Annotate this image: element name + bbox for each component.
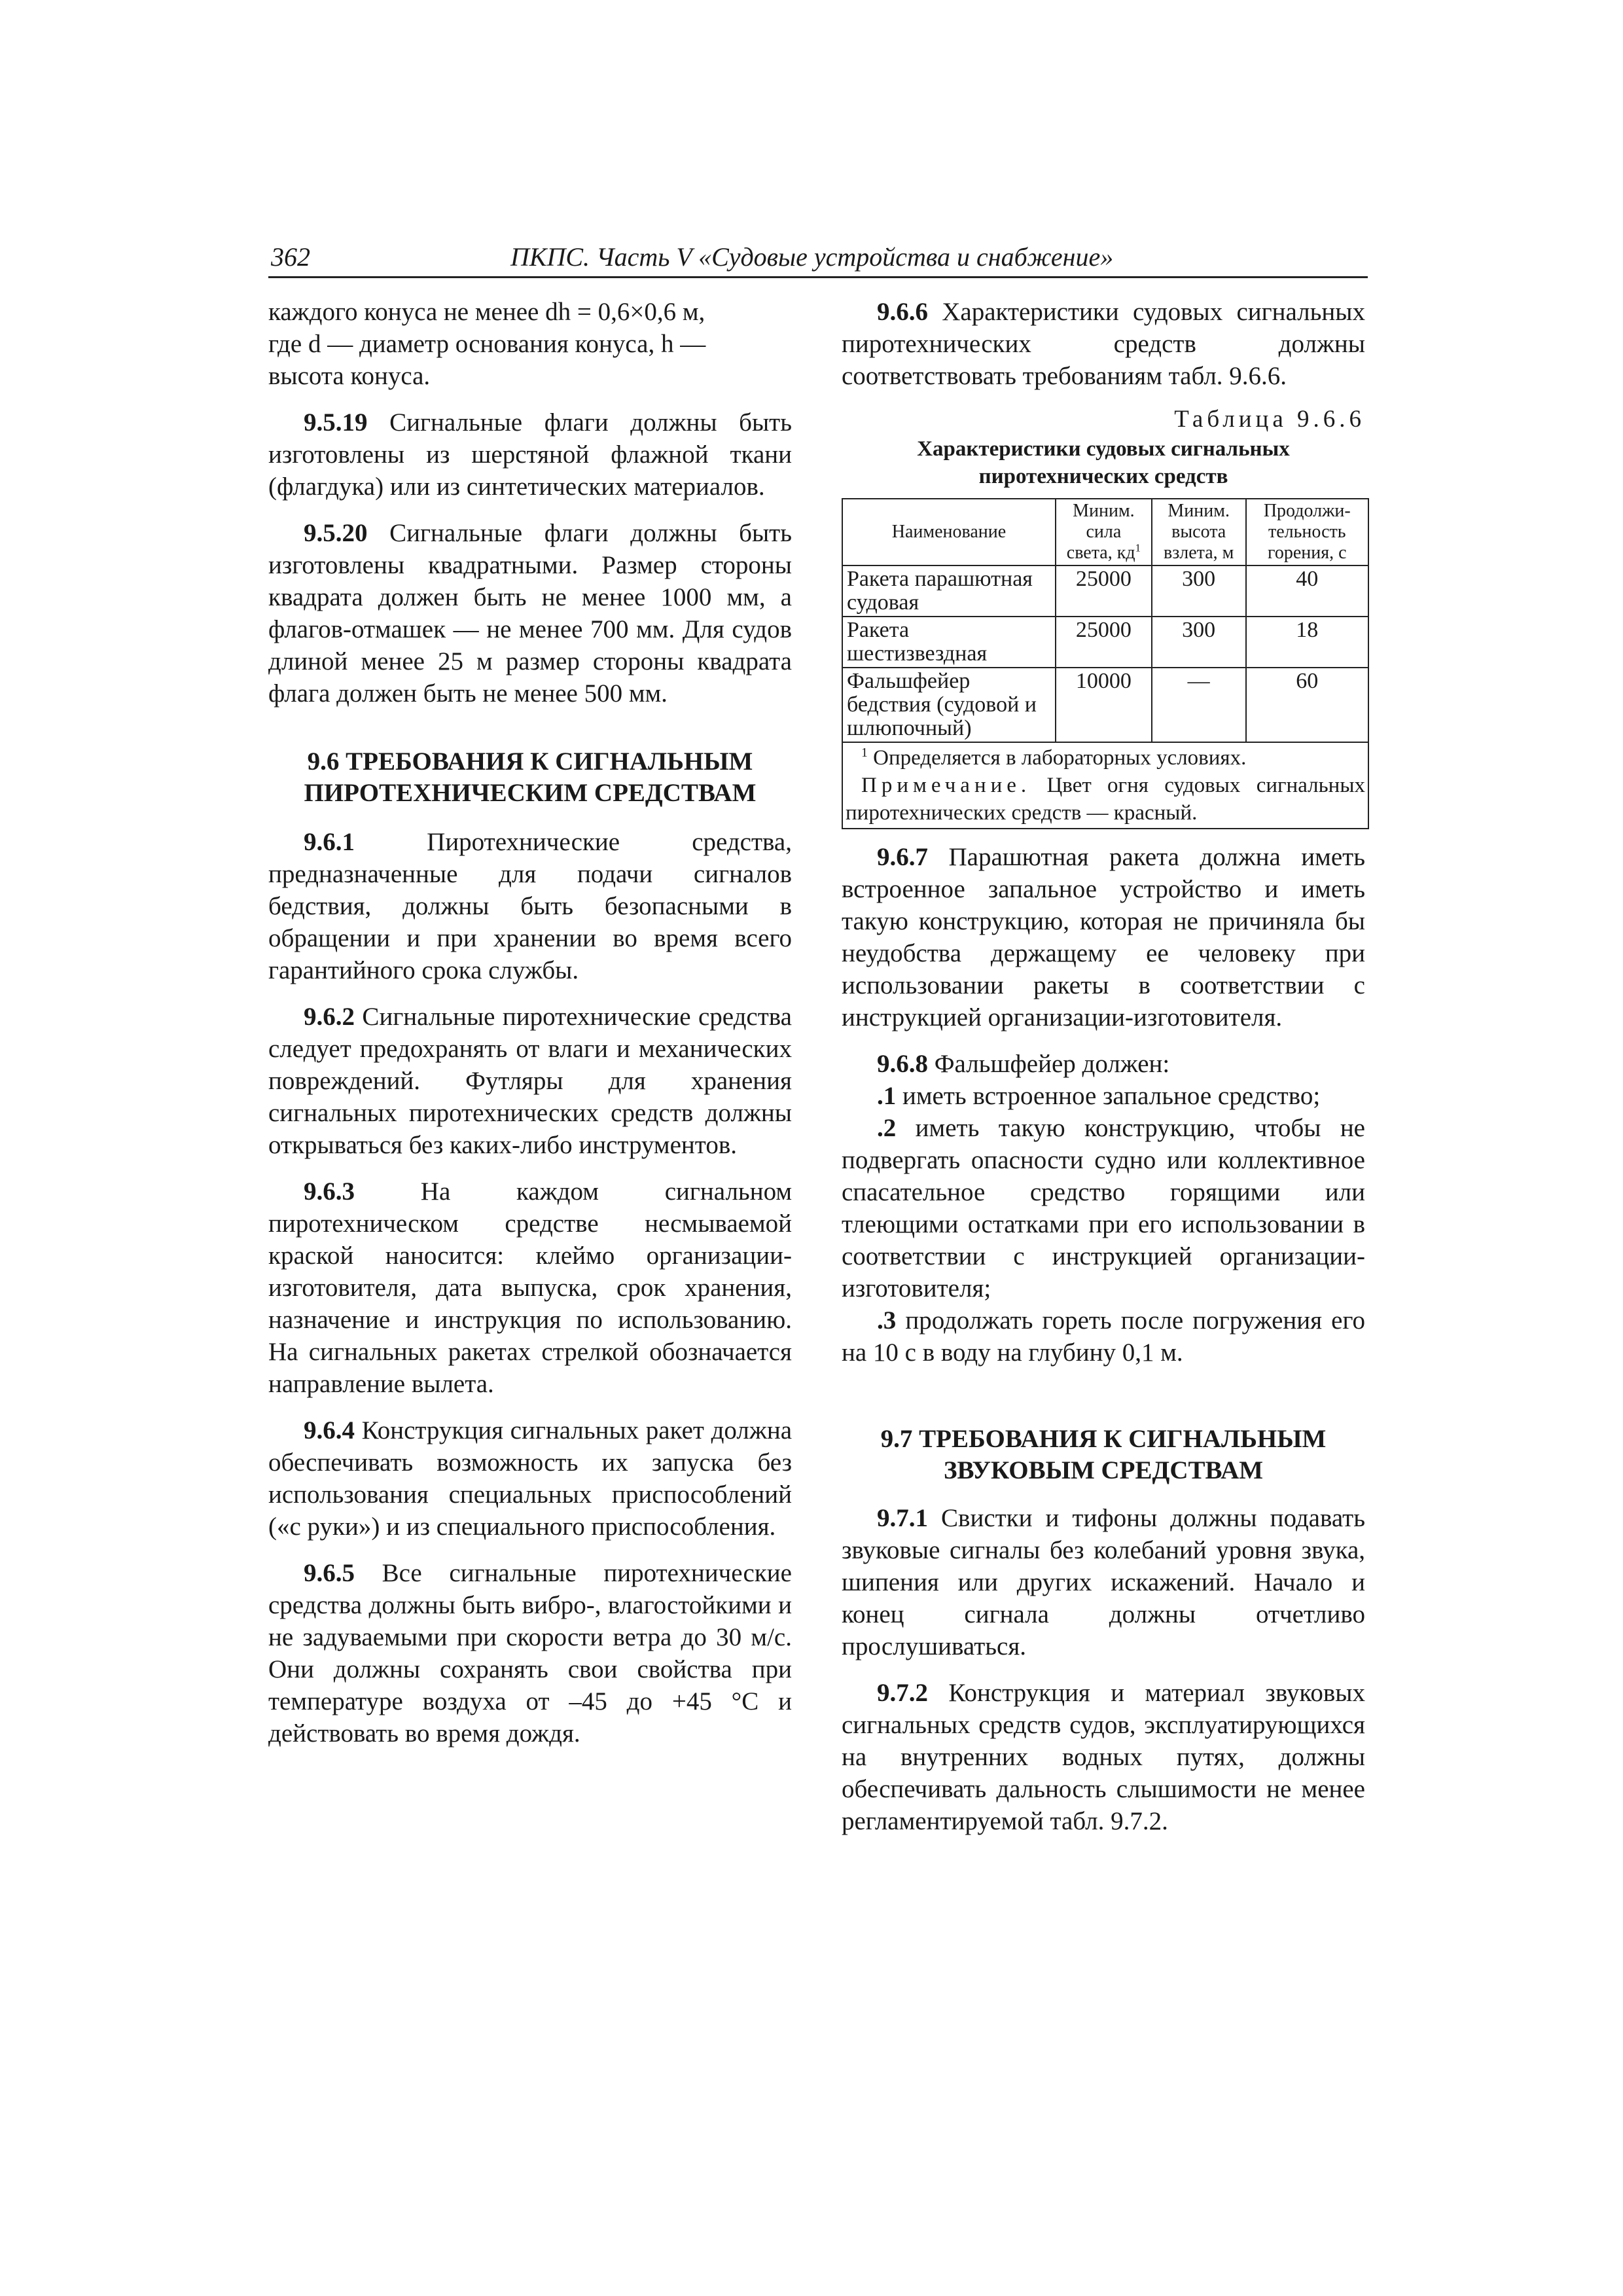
clause-number: 9.5.20 <box>304 519 368 547</box>
row-name: Фальшфейер бедствия (судовой и шлюпочный) <box>842 668 1056 742</box>
paragraph-9-5-20 <box>268 517 792 709</box>
footnote-text: Определяется в лабораторных условиях. <box>867 746 1247 770</box>
clause-number: 9.6.6 <box>877 298 928 326</box>
item-number: .3 <box>877 1306 897 1335</box>
header-name-label: Наименование <box>891 522 1007 542</box>
header-light-l2: сила <box>1086 522 1122 542</box>
paragraph-9-6-8 <box>842 1048 1365 1080</box>
clause-number: 9.6.1 <box>304 828 355 856</box>
table-title <box>842 435 1365 490</box>
row-height: 300 <box>1152 565 1246 617</box>
paragraph-9-7-1 <box>842 1502 1365 1662</box>
table-title-line-1: Характеристики судовых сигнальных <box>917 437 1290 461</box>
table-row <box>842 617 1368 668</box>
pyrotechnics-table <box>842 498 1369 829</box>
paragraph-9-6-4 <box>268 1414 792 1543</box>
table-row <box>842 668 1368 742</box>
section-heading-9-7 <box>842 1424 1365 1486</box>
clause-number: 9.6.8 <box>877 1050 928 1078</box>
running-title: ПКПС. Часть V «Судовые устройства и снабжение» <box>510 242 1114 272</box>
header-light-l1: Миним. <box>1073 501 1135 521</box>
note-text: Цвет огня судовых сигнальных пиротехнических средств — красный. <box>846 774 1365 825</box>
row-burn: 60 <box>1246 668 1368 742</box>
intro-paragraph <box>268 296 792 392</box>
row-height: 300 <box>1152 617 1246 668</box>
intro-line-2: где d — диаметр основания конуса, h — <box>268 330 706 358</box>
clause-number: 9.7.2 <box>877 1679 928 1707</box>
item-text: иметь такую конструкцию, чтобы не подвергать опасности судно или коллективное спасательное средство горящими или тлеющими остатками при его использовании в соответствии с инструкцией организации-изготовителя; <box>842 1114 1365 1302</box>
clause-number: 9.7.1 <box>877 1504 928 1532</box>
heading-line-1: 9.6 ТРЕБОВАНИЯ К СИГНАЛЬНЫМ <box>307 747 753 776</box>
row-burn: 40 <box>1246 565 1368 617</box>
header-light-l3: света, кд <box>1066 543 1135 563</box>
item-text: иметь встроенное запальное средство; <box>896 1082 1321 1110</box>
table-note <box>846 772 1365 827</box>
table-notes <box>842 742 1368 829</box>
clause-number: 9.5.19 <box>304 408 368 437</box>
clause-text: Сигнальные пиротехнические средства следует предохранять от влаги и механических повреждений. Футляры для хранения сигнальных пиротехнических средств должны открываться без каких-либо инструментов. <box>268 1003 792 1159</box>
clause-text: Сигнальные флаги должны быть изготовлены из шерстяной флажной ткани (флагдука) или из синтетических материалов. <box>268 408 792 501</box>
paragraph-9-6-7 <box>842 841 1365 1033</box>
table-notes-row <box>842 742 1368 829</box>
table-row <box>842 565 1368 617</box>
clause-number: 9.6.2 <box>304 1003 355 1031</box>
heading-line-2: ПИРОТЕХНИЧЕСКИМ СРЕДСТВАМ <box>304 779 757 807</box>
header-height-l3: взлета, м <box>1163 543 1234 563</box>
row-name: Ракета шестизвездная <box>842 617 1056 668</box>
list-item-1 <box>842 1080 1365 1112</box>
item-number: .2 <box>877 1114 897 1142</box>
clause-number: 9.6.3 <box>304 1177 355 1206</box>
header-light <box>1056 499 1152 565</box>
clause-text: Сигнальные флаги должны быть изготовлены квадратными. Размер стороны квадрата должен быть не менее 1000 мм, а флагов-отмашек — не менее 700 мм. Для судов длиной менее 25 м размер стороны квадрата флага должен быть не менее 500 мм. <box>268 519 792 708</box>
clause-number: 9.6.7 <box>877 843 928 871</box>
paragraph-9-6-3 <box>268 1175 792 1400</box>
header-burn <box>1246 499 1368 565</box>
item-text: продолжать гореть после погружения его на 10 с в воду на глубину 0,1 м. <box>842 1306 1365 1367</box>
clause-text: Парашютная ракета должна иметь встроенное запальное устройство и иметь такую конструкцию, которая не причиняла бы неудобства держащему ее человеку при использовании ракеты в соответствии с инструкцией организации-изготовителя. <box>842 843 1365 1031</box>
clause-text: Свистки и тифоны должны подавать звуковые сигналы без колебаний уровня звука, шипения или других искажений. Начало и конец сигнала должны отчетливо прослушиваться. <box>842 1504 1365 1660</box>
heading-line-1: 9.7 ТРЕБОВАНИЯ К СИГНАЛЬНЫМ <box>880 1425 1327 1453</box>
list-item-2 <box>842 1112 1365 1304</box>
header-height <box>1152 499 1246 565</box>
left-column <box>268 296 792 1749</box>
row-light: 10000 <box>1056 668 1152 742</box>
intro-line-3: высота конуса. <box>268 362 431 390</box>
paragraph-9-7-2 <box>842 1677 1365 1837</box>
row-height: — <box>1152 668 1246 742</box>
paragraph-9-6-1 <box>268 826 792 986</box>
list-item-3 <box>842 1304 1365 1369</box>
heading-line-2: ЗВУКОВЫМ СРЕДСТВАМ <box>943 1456 1264 1484</box>
right-column <box>842 296 1365 1837</box>
row-light: 25000 <box>1056 565 1152 617</box>
header-burn-l2: тельность <box>1268 522 1346 542</box>
paragraph-9-6-2 <box>268 1001 792 1161</box>
page-number: 362 <box>271 242 310 272</box>
row-name: Ракета парашютная судовая <box>842 565 1056 617</box>
table-header-row <box>842 499 1368 565</box>
note-label: Примечание. <box>861 774 1031 797</box>
header-name <box>842 499 1056 565</box>
clause-number: 9.6.5 <box>304 1559 355 1587</box>
clause-text: Пиротехнические средства, предназначенные для подачи сигналов бедствия, должны быть безопасными в обращении и при хранении во время всего гарантийного срока службы. <box>268 828 792 984</box>
running-header <box>268 238 1368 278</box>
footnote-marker: 1 <box>1135 541 1141 554</box>
clause-text: Конструкция и материал звуковых сигнальных средств судов, эксплуатирующихся на внутренних водных путях, должны обеспечивать дальность слышимости не менее регламентируемой табл. 9.7.2. <box>842 1679 1365 1835</box>
clause-number: 9.6.4 <box>304 1416 355 1444</box>
section-heading-9-6 <box>268 746 792 809</box>
header-burn-l3: горения, с <box>1268 543 1347 563</box>
header-height-l1: Миним. <box>1168 501 1230 521</box>
footnote <box>846 744 1365 772</box>
paragraph-9-6-5 <box>268 1557 792 1749</box>
footnote-number: 1 <box>861 745 868 760</box>
table-caption: Таблица 9.6.6 <box>1174 406 1365 433</box>
row-burn: 18 <box>1246 617 1368 668</box>
header-burn-l1: Продолжи- <box>1263 501 1351 521</box>
header-height-l2: высота <box>1171 522 1226 542</box>
table-title-line-2: пиротехнических средств <box>978 465 1228 488</box>
paragraph-9-6-6 <box>842 296 1365 392</box>
paragraph-9-5-19 <box>268 406 792 503</box>
clause-text: Характеристики судовых сигнальных пиротехнических средств должны соответствовать требованиям табл. 9.6.6. <box>842 298 1365 390</box>
clause-text: Фальшфейер должен: <box>928 1050 1170 1078</box>
clause-text: Конструкция сигнальных ракет должна обеспечивать возможность их запуска без использования специальных приспособлений («с руки») и из специального приспособления. <box>268 1416 792 1541</box>
clause-text: Все сигнальные пиротехнические средства должны быть вибро-, влагостойкими и не задуваемыми при скорости ветра до 30 м/с. Они должны сохранять свои свойства при температуре воздуха от –45 до +45 °С и действовать во время дождя. <box>268 1559 792 1748</box>
intro-line-1: каждого конуса не менее dh = 0,6×0,6 м, <box>268 298 705 326</box>
clause-text: На каждом сигнальном пиротехническом средстве несмываемой краской наносится: клеймо организации-изготовителя, дата выпуска, срок хранения, назначение и инструкция по использованию. На сигнальных ракетах стрелкой обозначается направление вылета. <box>268 1177 792 1398</box>
item-number: .1 <box>877 1082 897 1110</box>
row-light: 25000 <box>1056 617 1152 668</box>
